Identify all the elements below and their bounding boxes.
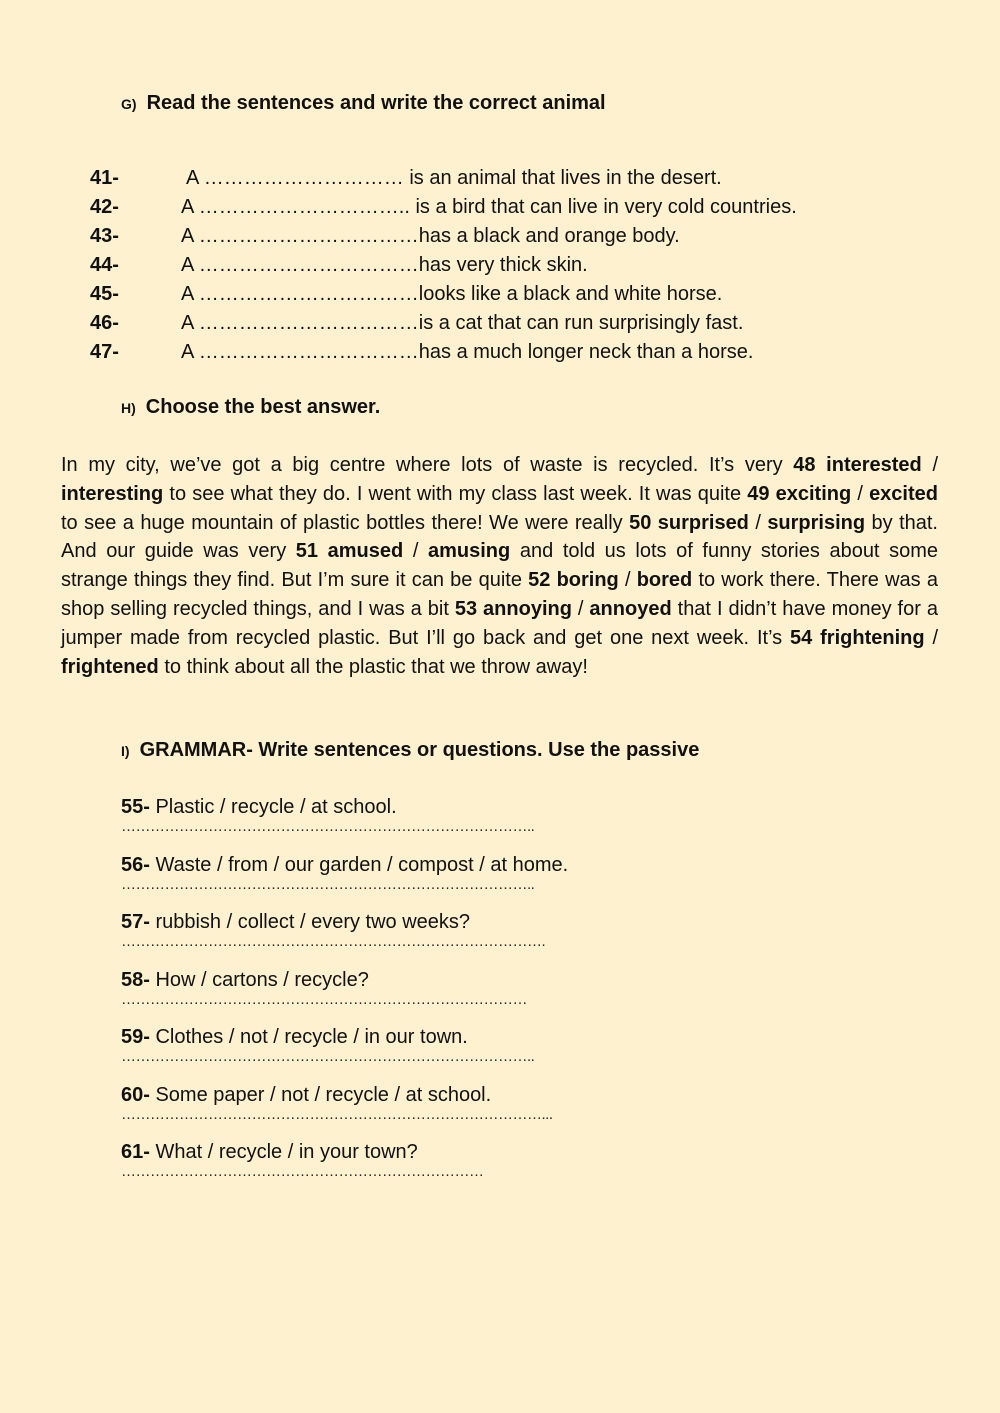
- question-text: A ……………………………is a cat that can run surprisingly fast.: [181, 312, 744, 334]
- answer-option: annoyed: [589, 597, 672, 620]
- grammar-prompt-text: Some paper / not / recycle / at school.: [149, 1083, 492, 1106]
- passage-text: to see a huge mountain of plastic bottles there! We were really: [61, 511, 630, 534]
- grammar-item: [121, 1083, 681, 1141]
- grammar-prompt: [121, 1083, 681, 1107]
- passage-text: to work there. There was a shop selling recycled things, and I was a bit: [61, 569, 938, 620]
- passage-text: /: [571, 597, 590, 620]
- passage-text: In my city, we’ve got a big centre where lots of waste is recycled. It’s very: [61, 454, 794, 476]
- grammar-item: [121, 1025, 681, 1083]
- grammar-number: 56-: [121, 853, 150, 876]
- question-text: A ………………………….. is a bird that can live in very cold countries.: [181, 196, 797, 218]
- grammar-number: 61-: [121, 1141, 150, 1163]
- answer-line[interactable]: …………………………………………………………………………..: [121, 1048, 535, 1065]
- answer-line[interactable]: …………………………………………………………………: [121, 1163, 484, 1180]
- grammar-item: [121, 968, 681, 1026]
- answer-option: bored: [636, 569, 693, 592]
- answer-line[interactable]: …………………………………………………………………………..: [121, 818, 535, 835]
- question-text: A ……………………………looks like a black and white horse.: [181, 283, 723, 305]
- answer-option: 54 frightening: [790, 626, 925, 649]
- grammar-prompt-text: What / recycle / in your town?: [149, 1141, 418, 1163]
- question-number: 44-: [90, 254, 119, 276]
- question-number: 41-: [90, 167, 119, 189]
- passage-text: /: [403, 540, 428, 563]
- grammar-prompt-text: rubbish / collect / every two weeks?: [149, 911, 471, 933]
- passage-text: /: [924, 626, 938, 649]
- grammar-prompt: [121, 910, 681, 934]
- question-row: [90, 166, 890, 195]
- question-text: A ……………………………has very thick skin.: [181, 254, 588, 276]
- grammar-prompt-text: Plastic / recycle / at school.: [149, 796, 397, 818]
- question-number: 42-: [90, 196, 119, 218]
- grammar-number: 59-: [121, 1026, 150, 1048]
- answer-line[interactable]: …………………………………………………………………………: [121, 990, 527, 1008]
- grammar-prompt: [121, 853, 681, 877]
- answer-option: 48 interested: [793, 454, 922, 476]
- passage-text: to think about all the plastic that we throw away!: [158, 655, 588, 678]
- question-row: [90, 282, 890, 311]
- answer-option: excited: [869, 482, 938, 505]
- question-number: 43-: [90, 225, 119, 247]
- passage-text: /: [748, 511, 768, 534]
- grammar-prompt-text: Waste / from / our garden / compost / at home.: [149, 853, 569, 876]
- grammar-number: 58-: [121, 968, 150, 991]
- question-text: A ……………………………has a black and orange body.: [181, 225, 680, 247]
- question-number: 46-: [90, 312, 119, 334]
- grammar-prompt-text: Clothes / not / recycle / in our town.: [149, 1026, 468, 1048]
- answer-option: 50 surprised: [629, 511, 749, 534]
- question-number: 47-: [90, 341, 119, 363]
- answer-option: amusing: [428, 540, 511, 563]
- answer-option: 49 exciting: [747, 482, 852, 505]
- answer-option: 51 amused: [295, 540, 404, 563]
- question-row: [90, 253, 890, 282]
- grammar-item: [121, 1140, 681, 1198]
- question-number: 45-: [90, 283, 119, 305]
- grammar-number: 55-: [121, 796, 150, 818]
- answer-option: 53 annoying: [454, 597, 572, 620]
- grammar-prompt: [121, 968, 681, 992]
- passage-text: /: [921, 454, 938, 476]
- grammar-exercise-list: [121, 795, 681, 1198]
- question-row: [90, 311, 890, 340]
- section-g-letter: G): [121, 96, 137, 112]
- grammar-prompt-text: How / cartons / recycle?: [149, 968, 369, 991]
- section-h-title: Choose the best answer.: [145, 396, 381, 418]
- section-h-letter: H): [121, 400, 136, 416]
- grammar-item: [121, 910, 681, 968]
- animal-question-list: [90, 166, 890, 369]
- grammar-prompt: [121, 1025, 681, 1049]
- section-i-heading: [121, 739, 699, 762]
- grammar-item: [121, 795, 681, 853]
- grammar-number: 57-: [121, 911, 150, 933]
- grammar-prompt: [121, 1140, 681, 1164]
- section-g-title: Read the sentences and write the correct animal: [146, 92, 606, 114]
- question-row: [90, 340, 890, 369]
- passage-text: /: [851, 482, 870, 505]
- section-h-heading: [121, 396, 380, 419]
- passage-text: by that. And our guide was very: [61, 511, 938, 563]
- answer-option: interesting: [61, 482, 164, 505]
- question-text: A ……………………………has a much longer neck than a horse.: [181, 341, 754, 363]
- grammar-number: 60-: [121, 1083, 150, 1106]
- passage-text: /: [618, 569, 637, 592]
- passage-text: that I didn’t have money for a jumper made from recycled plastic. But I’ll go back and get one next week. It’s: [61, 597, 938, 649]
- answer-option: surprising: [767, 511, 866, 534]
- answer-option: frightened: [61, 655, 159, 678]
- question-row: [90, 224, 890, 253]
- section-i-title: GRAMMAR- Write sentences or questions. Use the passive: [139, 739, 700, 761]
- question-row: [90, 195, 890, 224]
- answer-line[interactable]: …………………………………………………………………………..: [121, 875, 535, 893]
- reading-passage: [61, 451, 938, 681]
- answer-line[interactable]: …………………………………………………………………………….: [121, 933, 546, 950]
- answer-option: 52 boring: [528, 569, 619, 592]
- question-text: A ………………………… is an animal that lives in the desert.: [186, 167, 722, 189]
- answer-line[interactable]: ……………………………………………………………………………...: [121, 1105, 553, 1123]
- grammar-item: [121, 853, 681, 911]
- section-i-letter: I): [121, 743, 130, 759]
- section-g-heading: [121, 92, 606, 115]
- grammar-prompt: [121, 795, 681, 819]
- passage-text: to see what they do. I went with my class last week. It was quite: [163, 482, 748, 505]
- passage-text: and told us lots of funny stories about some strange things they find. But I’m sure it can be quite: [61, 540, 939, 592]
